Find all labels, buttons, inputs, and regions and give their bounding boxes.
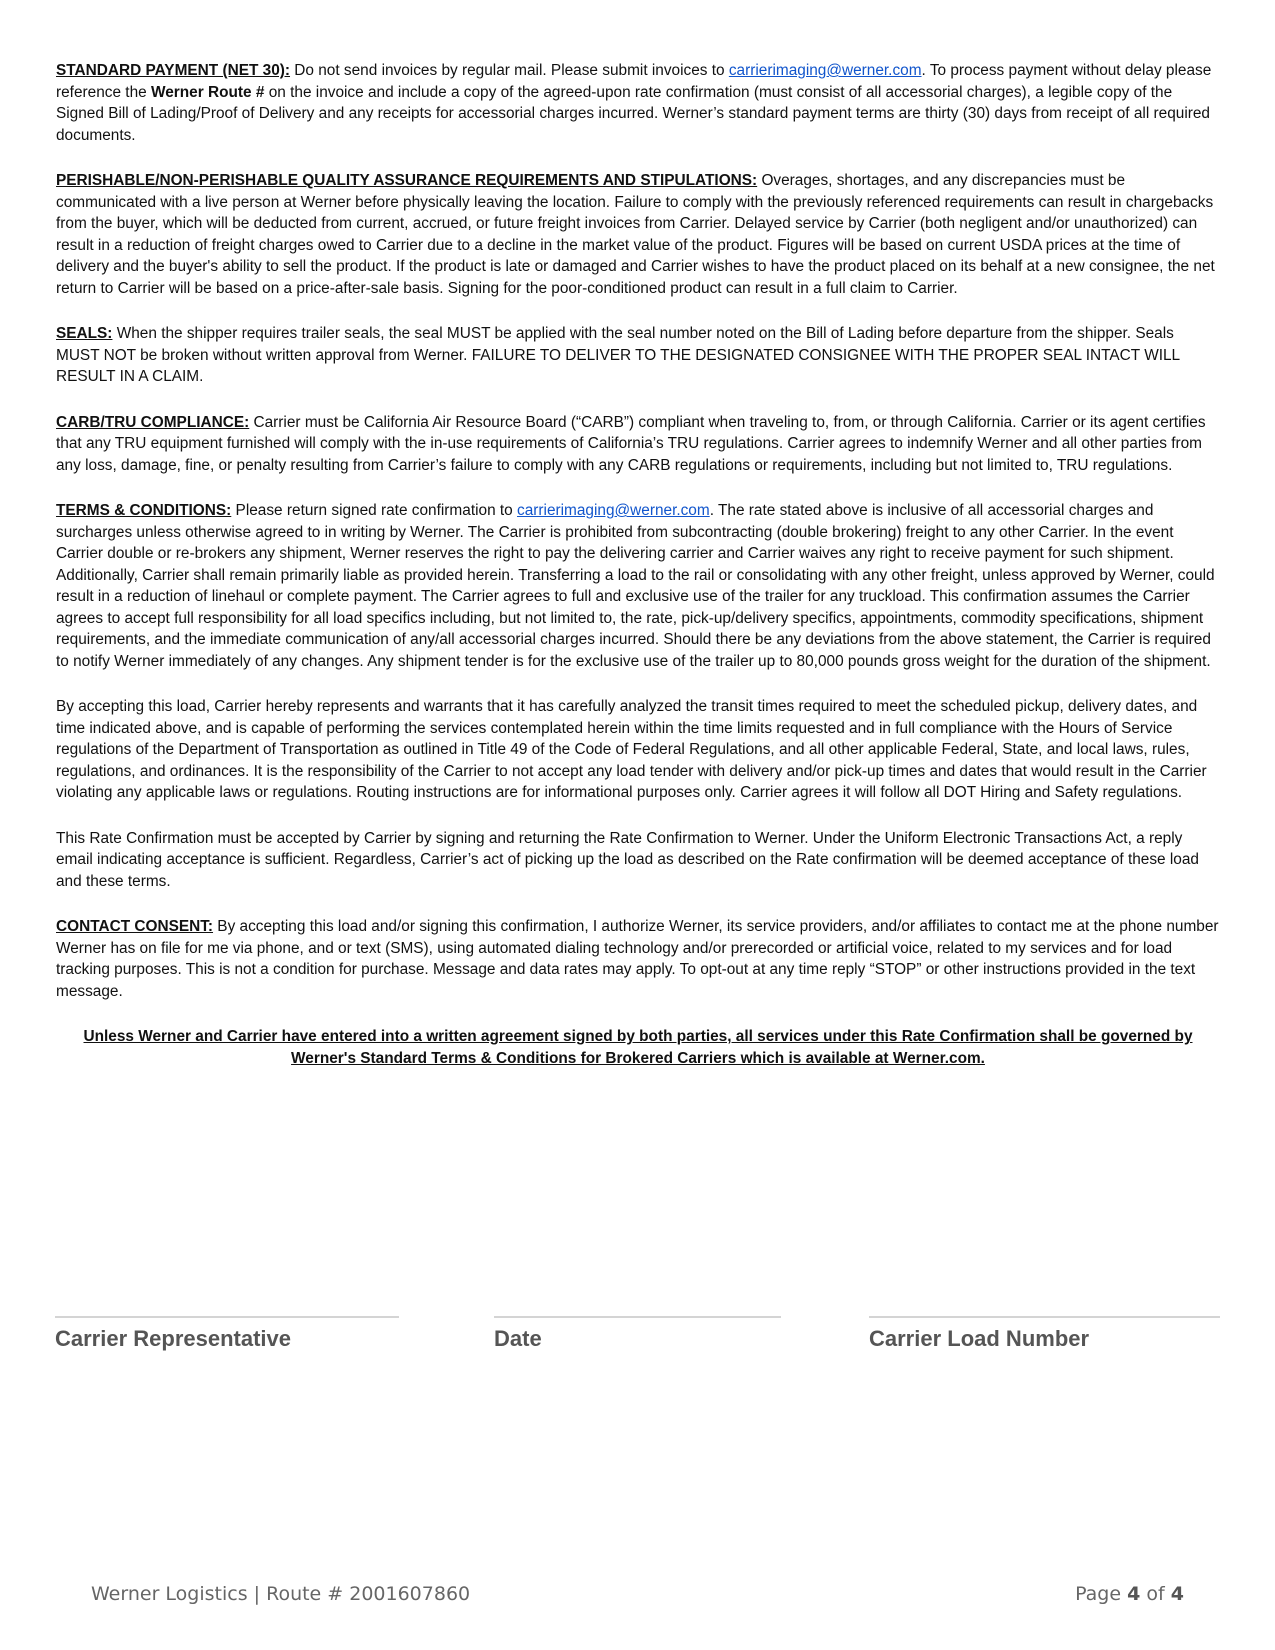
perishable-heading: PERISHABLE/NON-PERISHABLE QUALITY ASSURANCE REQUIREMENTS AND STIPULATIONS: [56, 172, 758, 189]
page-total: 4 [1170, 1583, 1184, 1605]
rate-confirmation-email-link[interactable]: carrierimaging@werner.com [517, 502, 710, 519]
standard-payment-text: Do not send invoices by regular mail. Please submit invoices to [290, 62, 729, 79]
invoice-email-link[interactable]: carrierimaging@werner.com [728, 62, 922, 79]
carrier-load-number-label: Carrier Load Number [869, 1326, 1090, 1351]
seals-heading: SEALS: [56, 325, 113, 342]
perishable-section [56, 170, 1220, 299]
signature-line [55, 1316, 399, 1318]
standard-payment-section [56, 60, 1220, 146]
perishable-text: Overages, shortages, and any discrepancies must be communicated with a live person at Werner before physically leaving the location. Failure to comply with the previously referenced requirements can result in chargebacks from the buyer, which will be deducted from current, accrued, or future freight invoices from Carrier. Delayed service by Carrier (both negligent and/or unauthorized) can result in a reduction of freight charges owed to Carrier due to a decline in the market value of the product. Figures will be based on current USDA prices at the time of delivery and the buyer's ability to sell the product. If the product is late or damaged and Carrier wishes to have the product placed on its behalf at a new consignee, the net return to Carrier will be based on a price-after-sale basis. Signing for the poor-conditioned product can result in a full claim to Carrier. [56, 172, 1215, 297]
seals-text: When the shipper requires trailer seals, the seal MUST be applied with the seal number noted on the Bill of Lading before departure from the shipper. Seals MUST NOT be broken without written approval from Werner. FAILURE TO DELIVER TO THE DESIGNATED CONSIGNEE WITH THE PROPER SEAL INTACT WILL RESULT IN A CLAIM. [56, 325, 1180, 385]
terms-text: Please return signed rate confirmation to [231, 502, 518, 519]
accepting-load-text: By accepting this load, Carrier hereby represents and warrants that it has carefully analyzed the transit times required to meet the scheduled pickup, delivery dates, and time indicated above, and is capable of performing the services contemplated herein within the time limits requested and in full compliance with the Hours of Service regulations of the Department of Transportation as outlined in Title 49 of the Code of Federal Regulations, and all other applicable Federal, State, and local laws, rules, regulations, and ordinances. It is the responsibility of the Carrier to not accept any load tender with delivery and/or pick-up times and dates that would result in the Carrier violating any applicable laws or regulations. Routing instructions are for informational purposes only. Carrier agrees it will follow all DOT Hiring and Safety regulations. [56, 698, 1207, 801]
terms-text-2: . The rate stated above is inclusive of all accessorial charges and surcharges unless otherwise agreed to in writing by Werner. The Carrier is prohibited from subcontracting (double brokering) freight to any other Carrier. In the event Carrier double or re-brokers any shipment, Werner reserves the right to pay the delivering carrier and Carrier waives any right to receive payment for such shipment. Additionally, Carrier shall remain primarily liable as provided herein. Transferring a load to the rail or consolidating with any other freight, unless approved by Werner, could result in a reduction of linehaul or complete payment. The Carrier agrees to full and exclusive use of the trailer for any truckload. This confirmation assumes the Carrier agrees to accept full responsibility for all load specifics including, but not limited to, the rate, pick-up/delivery specifics, appointments, commodity specifications, shipment requirements, and the immediate communication of any/all accessorial charges incurred. Should there be any deviations from the above statement, the Carrier is required to notify Werner immediately of any changes. Any shipment tender is for the exclusive use of the trailer up to 80,000 pounds gross weight for the duration of the shipment. [56, 502, 1215, 670]
werner-route-reference: Werner Route # [150, 83, 265, 101]
signature-line [869, 1316, 1220, 1318]
page-number [1075, 1583, 1184, 1605]
carrier-representative-signature[interactable] [55, 1316, 399, 1352]
of-word: of [1146, 1583, 1165, 1605]
standard-payment-text-3: on the invoice and include a copy of the agreed-upon rate confirmation (must consist of all accessorial charges), a legible copy of the Signed Bill of Lading/Proof of Delivery and any receipts for accessorial charges incurred. Werner’s standard payment terms are thirty (30) days from receipt of all required documents. [56, 83, 1210, 144]
contact-consent-section [56, 916, 1220, 1002]
terms-heading: TERMS & CONDITIONS: [56, 502, 232, 519]
carb-text: Carrier must be California Air Resource Board (“CARB”) compliant when traveling to, from, or through California. Carrier or its agent certifies that any TRU equipment furnished will comply with the in-use requirements of California’s TRU regulations. Carrier agrees to indemnify Werner and all other parties from any loss, damage, fine, or penalty resulting from Carrier’s failure to comply with any CARB regulations or requirements, including but not limited to, TRU regulations. [56, 413, 1206, 474]
date-label: Date [494, 1326, 542, 1351]
carb-section [56, 412, 1220, 477]
carb-heading: CARB/TRU COMPLIANCE: [56, 413, 250, 431]
carrier-load-number-signature[interactable] [869, 1316, 1220, 1352]
accepting-load-section [56, 696, 1220, 804]
contact-consent-heading: CONTACT CONSENT: [56, 918, 214, 935]
rate-confirmation-section [56, 828, 1220, 893]
contact-consent-text: By accepting this load and/or signing this confirmation, I authorize Werner, its service providers, and/or affiliates to contact me at the phone number Werner has on file for me via phone, and or text (SMS), using automated dialing technology and/or prerecorded or artificial voice, related to my services and for load tracking purposes. This is not a condition for purchase. Message and data rates may apply. To opt-out at any time reply “STOP” or other instructions provided in the text message. [56, 918, 1219, 1000]
terms-section [56, 500, 1220, 672]
seals-section [56, 323, 1220, 388]
date-signature[interactable] [494, 1316, 781, 1352]
page-word: Page [1075, 1583, 1122, 1605]
document-body [56, 60, 1220, 1069]
footer-route-info: Werner Logistics | Route # 2001607860 [91, 1583, 471, 1605]
rate-confirmation-text: This Rate Confirmation must be accepted by Carrier by signing and returning the Rate Confirmation to Werner. Under the Uniform Electronic Transactions Act, a reply email indicating acceptance is sufficient. Regardless, Carrier’s act of picking up the load as described on the Rate confirmation will be deemed acceptance of these load and these terms. [56, 829, 1199, 890]
page-current: 4 [1127, 1583, 1141, 1605]
carrier-representative-label: Carrier Representative [55, 1326, 292, 1351]
signature-line [494, 1316, 781, 1318]
governing-terms-notice: Unless Werner and Carrier have entered into a written agreement signed by both parties, all services under this Rate Confirmation shall be governed by Werner's Standard Terms & Conditions for Brokered Carriers which is available at Werner.com. [83, 1028, 1193, 1067]
standard-payment-text-2: . To process payment without delay please reference the [56, 62, 1212, 101]
standard-payment-heading: STANDARD PAYMENT (NET 30): [56, 62, 291, 79]
